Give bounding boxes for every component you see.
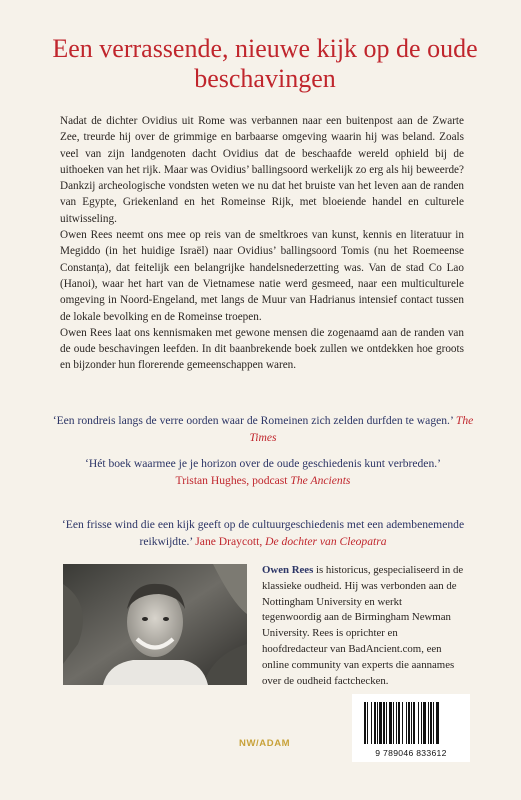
quote-source: Jane Draycott, De dochter van Cleopatra <box>195 534 387 548</box>
barcode-bar <box>389 702 392 744</box>
blurb-paragraph: Owen Rees neemt ons mee op reis van de smeltkroes van kunst, kennis en literatuur in Megiddo (in het huidige Israël) naar Ovidius’ ballingsoord Tomis (nu het Roemeense Constanța), dat feitelijk een belangrijke handelsnederzetting was. Van de stad Co Lao (Hanoi), waar het hart van de Vietnamese natie werd gesmeed, naar een multiculturele omgeving in Noord-Engeland, met langs de Muur van Hadrianus intensief contact tussen de lokale bevolking en de Romeinse troepen. <box>60 229 464 323</box>
barcode-bar <box>413 702 415 744</box>
back-cover-headline: Een verrassende, nieuwe kijk op de oude beschavingen <box>52 34 478 93</box>
isbn-barcode <box>352 694 470 762</box>
quote-source-title: The Times <box>249 414 474 444</box>
barcode-bar <box>433 702 434 744</box>
barcode-bar <box>423 702 426 744</box>
quote-text: ‘Een rondreis langs de verre oorden waar de Romeinen zich zelden durfden te wagen.’ <box>52 414 453 427</box>
blurb-paragraph: Owen Rees laat ons kennismaken met gewone mensen die zogenaamd aan de randen van de oude beschavingen leefden. In dit baanbrekende boek zullen we ontdekken hoe groots en bijzonder hun florerende gemeenschappen waren. <box>60 326 464 372</box>
quote-source: Tristan Hughes, podcast The Ancients <box>175 473 351 487</box>
barcode-bar <box>379 702 382 744</box>
barcode-bar <box>436 702 439 744</box>
barcode-bar <box>411 702 412 744</box>
author-name: Owen Rees <box>262 564 314 576</box>
blurb-body <box>60 113 464 374</box>
barcode-icon <box>352 694 470 750</box>
quote-text: ‘Een frisse wind die een kijk geeft op de cultuurgeschiedenis met een adembenemende reikwijdte.’ <box>61 518 465 548</box>
author-bio-text: is historicus, gespecialiseerd in de klassieke oudheid. Hij was verbonden aan de Nottingham University en werkt tegenwoordig aan de Birmingham Newman University. Rees is oprichter en hoofdredacteur van BadAncient.com, een online community van experts die aannames over de oudheid factchecken. <box>262 564 464 687</box>
barcode-bar <box>402 702 403 744</box>
barcode-bar <box>396 702 397 744</box>
barcode-bar <box>428 702 429 744</box>
review-quote <box>48 456 478 489</box>
barcode-bar <box>377 702 378 744</box>
barcode-bar <box>386 702 387 744</box>
review-quote <box>48 413 478 446</box>
barcode-bar <box>367 702 368 744</box>
quote-text: ‘Hét boek waarmee je je horizon over de oude geschiedenis kunt verbreden.’ <box>84 457 442 470</box>
barcode-bar <box>393 702 394 744</box>
barcode-bar <box>374 702 376 744</box>
quote-source-title: The Ancients <box>290 473 351 487</box>
barcode-bar <box>430 702 432 744</box>
isbn-digits: 9 789046 833612 <box>375 748 447 758</box>
blurb-paragraph: Nadat de dichter Ovidius uit Rome was verbannen naar een buitenpost aan de Zwarte Zee, treurde hij over de grimmige en barbaarse omgeving waarin hij was beland. Zoals veel van zijn landgenoten dacht Ovidius dat de beschaafde wereld ophield bij de uithoeken van het rijk. Maar was Ovidius’ ballingsoord werkelijk zo erg als hij beweerde? Dankzij archeologische vondsten weten we nu dat het bruiste van het leven aan de randen van Egypte, Griekenland en het Romeinse Rijk, met bloeiende handel en culturele uitwisseling. <box>60 115 464 225</box>
barcode-bar <box>406 702 407 744</box>
quote-source-title: De dochter van Cleopatra <box>265 534 387 548</box>
barcode-bar <box>408 702 410 744</box>
author-photo <box>63 564 247 685</box>
publisher-logo: NW/ADAM <box>239 738 291 749</box>
barcode-bar <box>383 702 385 744</box>
review-quote <box>48 517 478 550</box>
barcode-bar <box>421 702 422 744</box>
barcode-bar <box>418 702 419 744</box>
barcode-bar <box>371 702 372 744</box>
author-bio <box>262 563 464 689</box>
barcode-bar <box>398 702 400 744</box>
barcode-bar <box>364 702 366 744</box>
